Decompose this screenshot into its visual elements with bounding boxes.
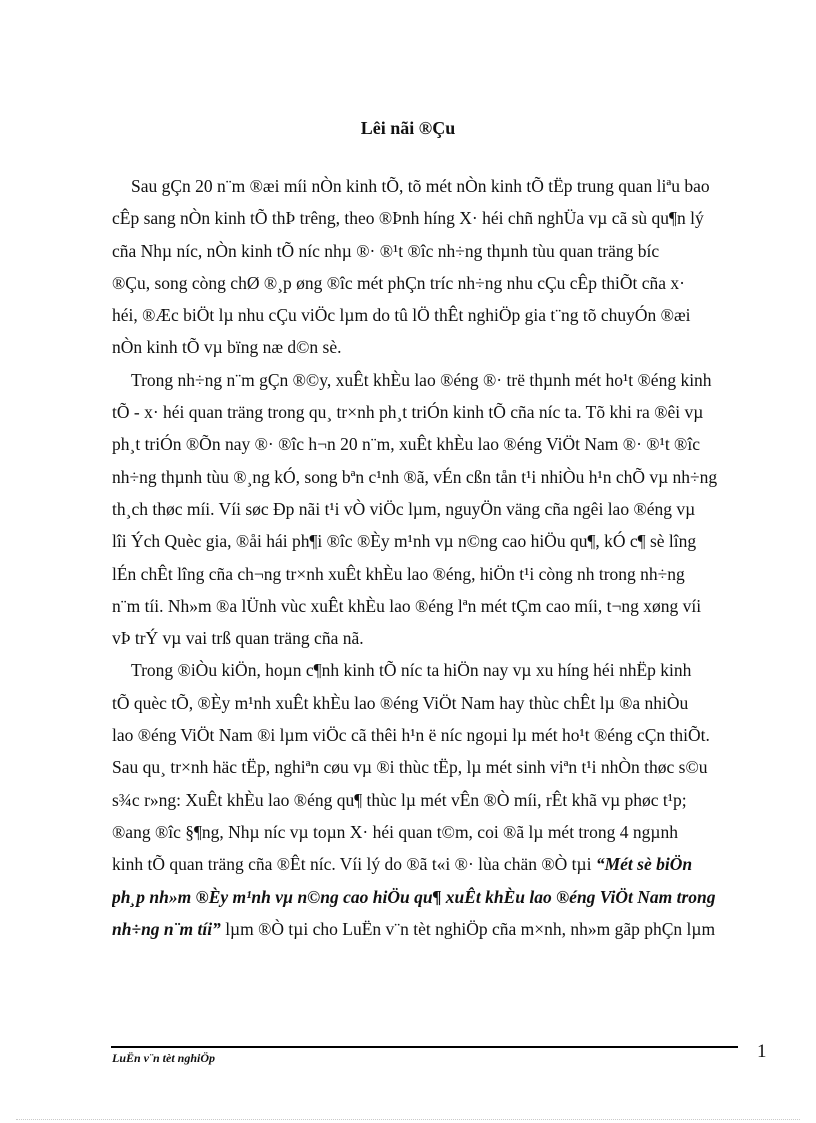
paragraph-line-text: kinh tÕ quan träng cña ®Êt níc. Víi lý do ®ã t«i ®· lùa chän ®Ò tµi [112,854,592,875]
paragraph-line: Sau qu¸ tr×nh häc tËp, nghiªn cøu vµ ®i thùc tËp, lµ mét sinh viªn t¹i nhÒn thøc s©u [112,757,708,778]
paragraph-line: lao ®éng ViÖt Nam ®i lµm viÖc cã thêi h¹n ë níc ngoµi lµ mét ho¹t ®éng cÇn thiÕt. [112,725,710,746]
paragraph-line: s¾c r»ng: XuÊt khÈu lao ®éng qu¶ thùc lµ mét vÊn ®Ò míi, rÊt khã vµ phøc t¹p; [112,789,687,810]
paragraph-line: ®Çu, song còng chØ ®¸p øng ®îc mét phÇn tríc nh÷ng nhu cÇu cÊp thiÕt cña x· [112,272,685,293]
thesis-topic-emphasis: “Mét sè biÖn [595,854,693,875]
thesis-topic-emphasis: ph¸p nh»m ®Èy m¹nh vµ n©ng cao hiÖu qu¶ xuÊt khÈu lao ®éng ViÖt Nam trong [112,886,716,907]
paragraph-line-text: lµm ®Ò tµi cho LuËn v¨n tèt nghiÖp cña m×nh, nh»m gãp phÇn lµm [220,918,716,939]
paragraph-line: nÒn kinh tÕ vµ bïng næ d©n sè. [112,337,342,358]
footer-rule [111,1046,738,1048]
paragraph-line [112,913,759,945]
paragraph-line: tÕ quèc tÕ, ®Èy m¹nh xuÊt khÈu lao ®éng ViÖt Nam hay thùc chÊt lµ ®a nhiÒu [112,692,689,713]
paragraph-line: lîi Ých Quèc gia, ®åi hái ph¶i ®îc ®Èy m¹nh vµ n©ng cao hiÖu qu¶, kÓ c¶ sè lîng [112,531,697,552]
paragraph-line: Sau gÇn 20 n¨m ®æi míi nÒn kinh tÕ, tõ mét nÒn kinh tÕ tËp trung quan liªu bao [131,176,710,196]
paragraph-line: nh÷ng thµnh tùu ®¸ng kÓ, song bªn c¹nh ®ã, vÉn cßn tån t¹i nhiÒu h¹n chÕ vµ nh÷ng [112,466,718,487]
paragraph-line: cña Nhµ níc, nÒn kinh tÕ níc nhµ ®· ®¹t ®îc nh÷ng thµnh tùu quan träng bíc [112,240,660,261]
paragraph-line [112,848,759,880]
document-title: Lêi nãi ®Çu [360,118,456,138]
paragraph-line: n¨m tíi. Nh»m ®a lÜnh vùc xuÊt khÈu lao ®éng lªn mét tÇm cao míi, t¬ng xøng víi [112,595,702,616]
footer-label: LuËn v¨n tèt nghiÖp [112,1051,216,1065]
paragraph-line: ph¸t triÓn ®Õn nay ®· ®îc h¬n 20 n¨m, xuÊt khÈu lao ®éng ViÖt Nam ®· ®¹t ®îc [112,434,700,455]
paragraph-line: ®ang ®îc §¶ng, Nhµ níc vµ toµn X· héi quan t©m, coi ®ã lµ mét trong 4 ngµnh [112,821,678,842]
paragraph-line: cÊp sang nÒn kinh tÕ thÞ trêng, theo ®Þnh híng X· héi chñ nghÜa vµ cã sù qu¶n lý [112,208,704,229]
page-number: 1 [757,1041,767,1062]
paragraph-line: th¸ch thøc míi. Víi søc Ðp nãi t¹i vÒ viÖc lµm, nguyÖn väng cña ngêi lao ®éng vµ [112,498,696,519]
paragraph-line: Trong ®iÒu kiÖn, hoµn c¶nh kinh tÕ níc ta hiÖn nay vµ xu híng héi nhËp kinh [131,660,692,681]
document-body [112,170,759,945]
paragraph-line: héi, ®Æc biÖt lµ nhu cÇu viÖc lµm do tû lÖ thÊt nghiÖp gia t¨ng tõ chuyÓn ®æi [112,305,691,326]
paragraph-line: Trong nh÷ng n¨m gÇn ®©y, xuÊt khÈu lao ®éng ®· trë thµnh mét ho¹t ®éng kinh [131,369,712,390]
paragraph-line: vÞ trÝ vµ vai trß quan träng cña nã. [112,628,364,649]
paragraph-line: lÉn chÊt lîng cña ch¬ng tr×nh xuÊt khÈu lao ®éng, hiÖn t¹i còng nh trong nh÷ng [112,563,685,584]
thesis-topic-emphasis: nh÷ng n¨m tíi” [112,918,221,939]
paragraph-line: tÕ - x· héi quan träng trong qu¸ tr×nh ph¸t triÓn kinh tÕ cña níc ta. Tõ khi ra ®êi vµ [112,402,704,423]
page-break-divider [16,1119,800,1120]
